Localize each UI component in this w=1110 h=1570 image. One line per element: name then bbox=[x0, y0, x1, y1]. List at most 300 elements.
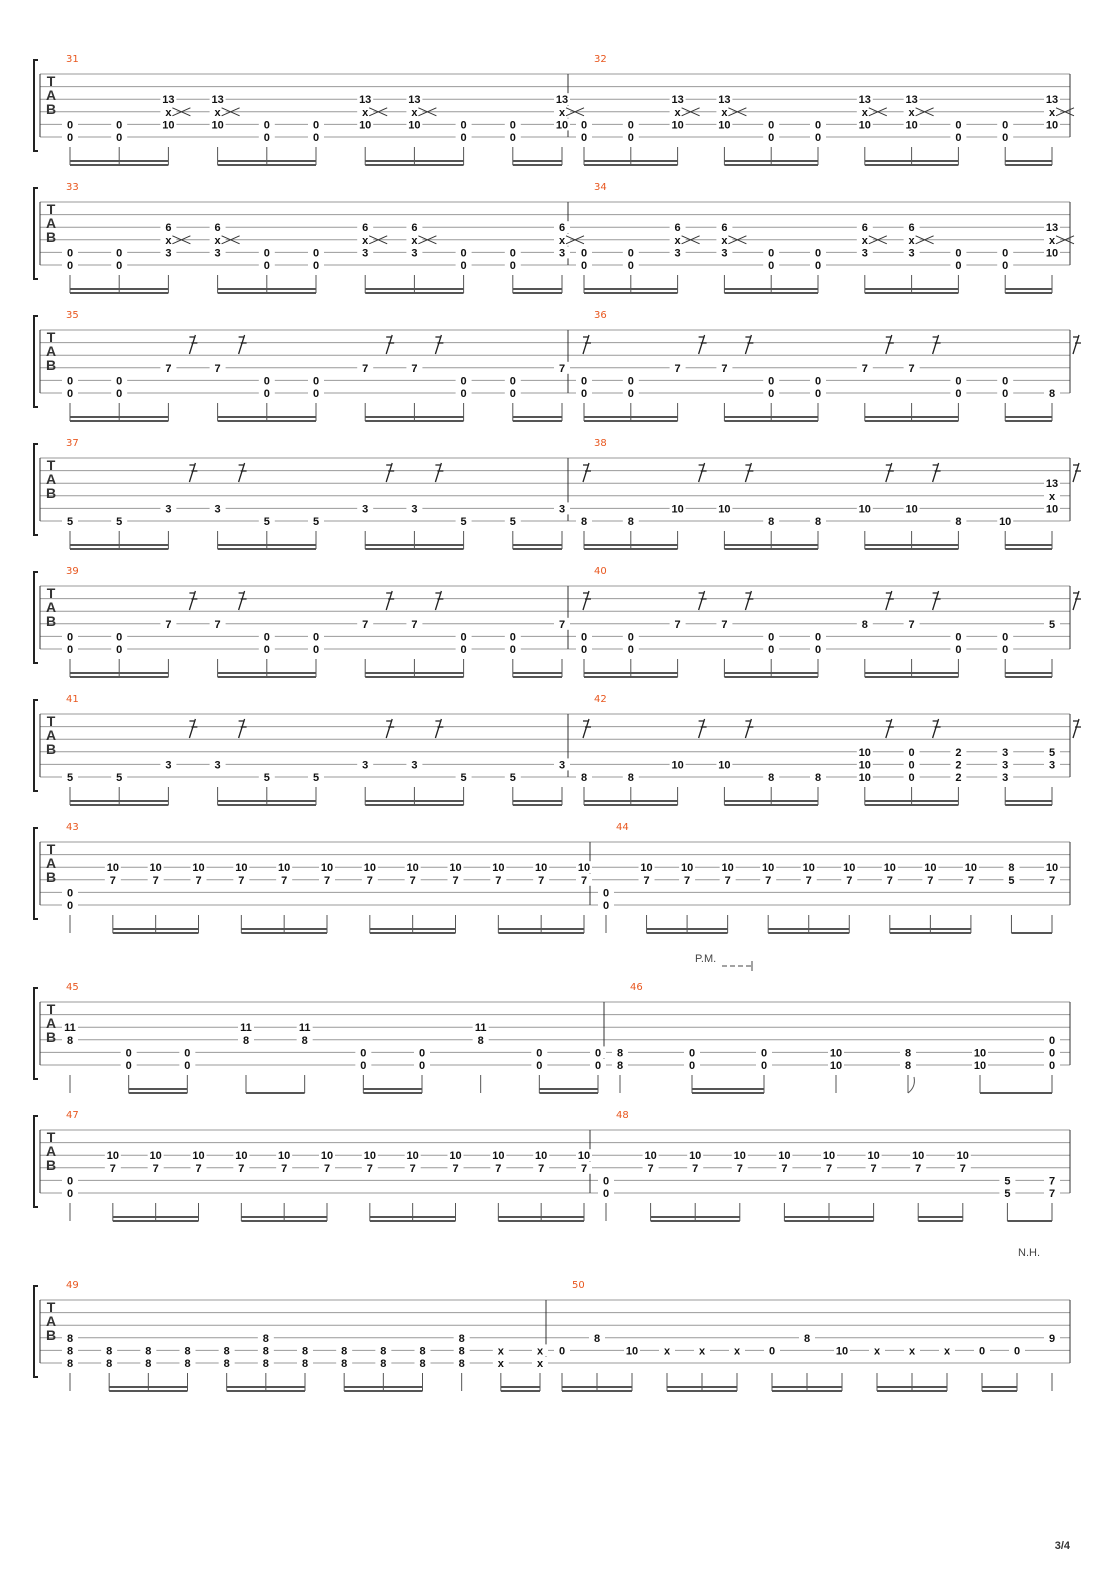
fret-number: 6 bbox=[861, 222, 868, 235]
fret-number: 10 bbox=[718, 119, 731, 132]
fret-number: 0 bbox=[418, 1060, 426, 1072]
fret-number: 10 bbox=[278, 862, 291, 875]
fret-number: 0 bbox=[627, 132, 634, 144]
fret-number: 13 bbox=[359, 94, 372, 107]
tab-clef-letter: A bbox=[45, 471, 57, 487]
fret-number: 0 bbox=[263, 375, 270, 388]
fret-number: 10 bbox=[802, 862, 815, 875]
fret-number: 8 bbox=[66, 1358, 74, 1370]
fret-number: 0 bbox=[460, 388, 467, 400]
fret-number: 0 bbox=[768, 631, 775, 644]
fret-number: 10 bbox=[192, 862, 205, 875]
system-bracket bbox=[34, 828, 38, 919]
fret-number: 0 bbox=[908, 746, 915, 759]
fret-number: 10 bbox=[406, 1150, 419, 1163]
fret-number: 0 bbox=[460, 132, 467, 144]
fret-number: 7 bbox=[195, 874, 202, 887]
tab-clef-letter: T bbox=[46, 713, 56, 729]
fret-number: 7 bbox=[165, 618, 172, 631]
fret-number: 10 bbox=[1045, 247, 1059, 260]
fret-number: x bbox=[861, 106, 868, 119]
fret-number: 0 bbox=[460, 260, 467, 272]
rest-symbol bbox=[745, 463, 753, 482]
fret-number: 7 bbox=[238, 1162, 245, 1175]
fret-number: 7 bbox=[495, 1162, 502, 1175]
fret-number: 10 bbox=[577, 1150, 591, 1163]
fret-number: 7 bbox=[959, 1162, 966, 1175]
fret-number: 7 bbox=[927, 874, 934, 887]
fret-number: 7 bbox=[908, 362, 915, 375]
fret-number: 0 bbox=[312, 132, 320, 144]
fret-number: 0 bbox=[580, 644, 588, 656]
fret-number: x bbox=[214, 234, 221, 247]
fret-number: 0 bbox=[602, 1188, 610, 1200]
fret-number: 6 bbox=[908, 222, 915, 235]
fret-number: 10 bbox=[449, 862, 462, 875]
fret-number: 0 bbox=[509, 260, 516, 272]
fret-number: x bbox=[165, 234, 172, 247]
fret-number: 0 bbox=[627, 247, 634, 260]
fret-number: 0 bbox=[66, 119, 74, 132]
fret-number: 10 bbox=[721, 862, 734, 875]
fret-number: 0 bbox=[536, 1060, 543, 1072]
fret-number: 7 bbox=[214, 618, 221, 631]
fret-number: 10 bbox=[883, 862, 896, 875]
fret-number: 8 bbox=[904, 1060, 912, 1072]
fret-number: 5 bbox=[116, 516, 123, 528]
fret-number: 0 bbox=[509, 119, 516, 132]
fret-number: 7 bbox=[643, 874, 650, 887]
fret-number: 7 bbox=[109, 874, 116, 887]
fret-number: 8 bbox=[301, 1034, 308, 1047]
fret-number: 0 bbox=[460, 119, 467, 132]
fret-number: 0 bbox=[263, 260, 270, 272]
fret-number: 0 bbox=[312, 631, 320, 644]
fret-number: 5 bbox=[509, 516, 516, 528]
fret-number: 7 bbox=[152, 1162, 159, 1175]
fret-number: 5 bbox=[263, 516, 270, 528]
fret-number: 7 bbox=[846, 874, 853, 887]
fret-number: 3 bbox=[411, 503, 418, 516]
fret-number: x bbox=[497, 1358, 504, 1370]
tab-clef-letter: T bbox=[46, 457, 56, 473]
fret-number: 0 bbox=[768, 375, 775, 388]
rest-symbol bbox=[1073, 463, 1081, 482]
fret-number: x bbox=[362, 234, 369, 247]
fret-number: 7 bbox=[684, 874, 691, 887]
tab-clef-letter: B bbox=[45, 485, 57, 501]
fret-number: 0 bbox=[125, 1047, 132, 1060]
bar-number: 42 bbox=[594, 694, 607, 705]
fret-number: 3 bbox=[214, 503, 221, 516]
fret-number: x bbox=[908, 106, 915, 119]
fret-number: 8 bbox=[580, 516, 588, 528]
bar-number: 32 bbox=[594, 54, 607, 65]
fret-number: 10 bbox=[320, 1150, 334, 1163]
tab-clef-letter: B bbox=[45, 613, 57, 629]
fret-number: 8 bbox=[184, 1358, 191, 1370]
fret-number: 10 bbox=[492, 1150, 505, 1163]
fret-number: 13 bbox=[1045, 94, 1059, 107]
natural-harmonic-label: N.H. bbox=[1018, 1247, 1040, 1259]
fret-number: 10 bbox=[689, 1150, 702, 1163]
rest-symbol bbox=[239, 591, 247, 610]
fret-number: 10 bbox=[905, 119, 918, 132]
fret-number: 8 bbox=[458, 1345, 465, 1358]
rest-symbol bbox=[699, 591, 707, 610]
fret-number: 8 bbox=[593, 1332, 601, 1345]
fret-number: 0 bbox=[1002, 247, 1009, 260]
fret-number: 10 bbox=[535, 1150, 548, 1163]
fret-number: 0 bbox=[580, 119, 588, 132]
fret-number: 3 bbox=[214, 759, 221, 772]
fret-number: 6 bbox=[165, 222, 172, 235]
fret-number: 0 bbox=[602, 1175, 610, 1188]
fret-number: 3 bbox=[1002, 772, 1009, 784]
fret-number: 7 bbox=[861, 362, 868, 375]
bar-number: 35 bbox=[66, 310, 79, 321]
fret-number: 13 bbox=[1045, 222, 1059, 235]
fret-number: 5 bbox=[312, 772, 320, 784]
fret-number: 10 bbox=[644, 1150, 657, 1163]
fret-number: 7 bbox=[825, 1162, 833, 1175]
fret-number: 7 bbox=[366, 1162, 373, 1175]
rest-symbol bbox=[933, 591, 941, 610]
rest-symbol bbox=[189, 591, 197, 610]
fret-number: 10 bbox=[973, 1047, 987, 1060]
fret-number: 0 bbox=[594, 1047, 602, 1060]
fret-number: 8 bbox=[768, 516, 775, 528]
fret-number: 7 bbox=[366, 874, 373, 887]
fret-number: x bbox=[733, 1345, 741, 1358]
rest-symbol bbox=[583, 463, 591, 482]
fret-number: 8 bbox=[955, 516, 962, 528]
rest-symbol bbox=[386, 591, 394, 610]
fret-number: 7 bbox=[323, 1162, 331, 1175]
fret-number: 0 bbox=[768, 388, 775, 400]
fret-number: x bbox=[663, 1345, 671, 1358]
fret-number: 7 bbox=[967, 874, 974, 887]
tab-clef-letter: T bbox=[46, 1299, 56, 1315]
tab-clef-letter: T bbox=[46, 841, 56, 857]
fret-number: 0 bbox=[66, 388, 74, 400]
system-bracket bbox=[34, 572, 38, 663]
fret-number: 10 bbox=[905, 503, 918, 516]
fret-number: 8 bbox=[106, 1345, 113, 1358]
fret-number: 0 bbox=[66, 247, 74, 260]
fret-number: 7 bbox=[558, 362, 566, 375]
fret-number: 0 bbox=[814, 260, 822, 272]
fret-number: 11 bbox=[298, 1022, 311, 1035]
fret-number: 10 bbox=[359, 119, 372, 132]
bar-number: 41 bbox=[66, 694, 79, 705]
fret-number: 10 bbox=[235, 1150, 248, 1163]
fret-number: 7 bbox=[538, 874, 545, 887]
fret-number: 3 bbox=[165, 503, 172, 516]
fret-number: 0 bbox=[66, 644, 74, 656]
fret-number: 0 bbox=[580, 375, 588, 388]
bar-number: 45 bbox=[66, 982, 79, 993]
fret-number: 7 bbox=[1048, 1188, 1056, 1200]
rest-symbol bbox=[239, 335, 247, 354]
fret-number: x bbox=[698, 1345, 706, 1358]
fret-number: 7 bbox=[886, 874, 893, 887]
rest-symbol bbox=[386, 719, 394, 738]
fret-number: 10 bbox=[1045, 862, 1059, 875]
fret-number: 10 bbox=[829, 1060, 843, 1072]
fret-number: 6 bbox=[362, 222, 369, 235]
fret-number: 0 bbox=[66, 132, 74, 144]
fret-number: 7 bbox=[805, 874, 812, 887]
fret-number: x bbox=[674, 106, 681, 119]
fret-number: 7 bbox=[915, 1162, 922, 1175]
fret-number: 10 bbox=[778, 1150, 791, 1163]
fret-number: 0 bbox=[116, 132, 123, 144]
system-bracket bbox=[34, 1116, 38, 1207]
note-flag bbox=[908, 1077, 914, 1093]
fret-number: 0 bbox=[814, 132, 822, 144]
fret-number: 3 bbox=[362, 759, 369, 772]
fret-number: 3 bbox=[1048, 759, 1056, 772]
fret-number: 0 bbox=[66, 260, 74, 272]
fret-number: 0 bbox=[116, 247, 123, 260]
system-bracket bbox=[34, 316, 38, 407]
fret-number: 10 bbox=[192, 1150, 205, 1163]
fret-number: 3 bbox=[558, 503, 566, 516]
rest-symbol bbox=[1073, 591, 1081, 610]
rest-symbol bbox=[435, 463, 443, 482]
fret-number: x bbox=[674, 234, 681, 247]
bar-number: 43 bbox=[66, 822, 79, 833]
fret-number: 10 bbox=[718, 759, 731, 772]
fret-number: 8 bbox=[223, 1345, 230, 1358]
fret-number: 10 bbox=[718, 503, 731, 516]
fret-number: 10 bbox=[106, 862, 119, 875]
fret-number: 0 bbox=[768, 644, 775, 656]
fret-number: 7 bbox=[724, 874, 731, 887]
fret-number: 8 bbox=[768, 772, 775, 784]
fret-number: 7 bbox=[323, 874, 331, 887]
fret-number: 0 bbox=[768, 260, 775, 272]
fret-number: x bbox=[536, 1358, 544, 1370]
fret-number: 0 bbox=[955, 132, 962, 144]
tab-clef-letter: T bbox=[46, 201, 56, 217]
tab-system bbox=[34, 438, 1081, 549]
fret-number: 8 bbox=[580, 772, 588, 784]
fret-number: 13 bbox=[671, 94, 684, 107]
fret-number: x bbox=[943, 1345, 951, 1358]
fret-number: 0 bbox=[760, 1047, 768, 1060]
fret-number: 7 bbox=[109, 1162, 116, 1175]
fret-number: 8 bbox=[106, 1358, 113, 1370]
fret-number: 0 bbox=[627, 631, 634, 644]
fret-number: 7 bbox=[409, 874, 416, 887]
bar-number: 47 bbox=[66, 1110, 79, 1121]
fret-number: 0 bbox=[768, 247, 775, 260]
tab-clef-letter: A bbox=[45, 343, 57, 359]
fret-number: 8 bbox=[262, 1345, 269, 1358]
fret-number: 8 bbox=[380, 1345, 387, 1358]
fret-number: 5 bbox=[263, 772, 270, 784]
fret-number: 7 bbox=[409, 1162, 416, 1175]
fret-number: x bbox=[721, 106, 728, 119]
fret-number: 7 bbox=[908, 618, 915, 631]
rest-symbol bbox=[189, 463, 197, 482]
fret-number: 5 bbox=[312, 516, 320, 528]
fret-number: 7 bbox=[580, 1162, 588, 1175]
fret-number: 0 bbox=[509, 247, 516, 260]
tab-clef-letter: T bbox=[46, 585, 56, 601]
fret-number: 7 bbox=[281, 1162, 288, 1175]
fret-number: 0 bbox=[312, 247, 320, 260]
fret-number: 8 bbox=[419, 1345, 426, 1358]
fret-number: 0 bbox=[263, 119, 270, 132]
fret-number: 7 bbox=[781, 1162, 788, 1175]
rest-symbol bbox=[933, 335, 941, 354]
rest-symbol bbox=[1073, 719, 1081, 738]
fret-number: 3 bbox=[411, 247, 418, 260]
rest-symbol bbox=[239, 463, 247, 482]
fret-number: 3 bbox=[362, 503, 369, 516]
fret-number: 10 bbox=[858, 759, 871, 772]
fret-number: 13 bbox=[718, 94, 731, 107]
bar-number: 39 bbox=[66, 566, 79, 577]
system-bracket bbox=[34, 444, 38, 535]
fret-number: 10 bbox=[867, 1150, 880, 1163]
tab-clef-letter: A bbox=[45, 599, 57, 615]
fret-number: 0 bbox=[768, 1345, 776, 1358]
fret-number: 10 bbox=[449, 1150, 462, 1163]
rest-symbol bbox=[745, 335, 753, 354]
fret-number: 13 bbox=[555, 94, 569, 107]
fret-number: 8 bbox=[341, 1358, 348, 1370]
fret-number: 0 bbox=[263, 132, 270, 144]
fret-number: 2 bbox=[955, 772, 962, 784]
fret-number: 0 bbox=[184, 1060, 191, 1072]
fret-number: 6 bbox=[674, 222, 681, 235]
fret-number: 8 bbox=[803, 1332, 811, 1345]
palm-mute-label: P.M. bbox=[695, 953, 717, 965]
fret-number: 3 bbox=[558, 247, 566, 260]
fret-number: 0 bbox=[312, 375, 320, 388]
fret-number: 0 bbox=[263, 644, 270, 656]
fret-number: 0 bbox=[760, 1060, 768, 1072]
fret-number: 8 bbox=[627, 516, 634, 528]
tab-system bbox=[34, 953, 1070, 1093]
fret-number: 10 bbox=[162, 119, 175, 132]
fret-number: 5 bbox=[116, 772, 123, 784]
fret-number: 10 bbox=[1045, 503, 1059, 516]
fret-number: 3 bbox=[861, 247, 868, 260]
bar-number: 36 bbox=[594, 310, 607, 321]
fret-number: 8 bbox=[145, 1358, 152, 1370]
fret-number: 7 bbox=[281, 874, 288, 887]
fret-number: 13 bbox=[162, 94, 175, 107]
fret-number: 7 bbox=[765, 874, 772, 887]
bar-number: 46 bbox=[630, 982, 643, 993]
fret-number: 7 bbox=[214, 362, 221, 375]
tab-system bbox=[34, 694, 1081, 805]
fret-number: 0 bbox=[580, 247, 588, 260]
rest-symbol bbox=[1073, 335, 1081, 354]
fret-number: 8 bbox=[341, 1345, 348, 1358]
fret-number: 0 bbox=[594, 1060, 602, 1072]
fret-number: 7 bbox=[411, 618, 418, 631]
fret-number: 0 bbox=[312, 388, 320, 400]
fret-number: 8 bbox=[66, 1034, 74, 1047]
fret-number: 0 bbox=[312, 119, 320, 132]
bar-number: 38 bbox=[594, 438, 607, 449]
fret-number: 0 bbox=[66, 375, 74, 388]
fret-number: 0 bbox=[955, 631, 962, 644]
fret-number: 8 bbox=[145, 1345, 152, 1358]
fret-number: 0 bbox=[955, 260, 962, 272]
fret-number: x bbox=[362, 106, 369, 119]
fret-number: 3 bbox=[165, 759, 172, 772]
fret-number: 0 bbox=[509, 375, 516, 388]
fret-number: 0 bbox=[955, 388, 962, 400]
fret-number: 7 bbox=[1048, 874, 1056, 887]
tab-clef-letter: T bbox=[46, 329, 56, 345]
fret-number: 0 bbox=[627, 388, 634, 400]
fret-number: 0 bbox=[263, 631, 270, 644]
fret-number: 6 bbox=[721, 222, 728, 235]
fret-number: 10 bbox=[680, 862, 694, 875]
fret-number: 3 bbox=[214, 247, 221, 260]
fret-number: 8 bbox=[458, 1332, 465, 1345]
rest-symbol bbox=[933, 719, 941, 738]
fret-number: 0 bbox=[814, 375, 822, 388]
rest-symbol bbox=[699, 719, 707, 738]
fret-number: 2 bbox=[955, 746, 962, 759]
tab-clef-letter: A bbox=[45, 1143, 57, 1159]
fret-number: 7 bbox=[165, 362, 172, 375]
fret-number: 0 bbox=[66, 631, 74, 644]
fret-number: 8 bbox=[814, 516, 822, 528]
fret-number: 5 bbox=[509, 772, 516, 784]
fret-number: 8 bbox=[616, 1047, 624, 1060]
page-number: 3/4 bbox=[1054, 1540, 1070, 1552]
rest-symbol bbox=[386, 335, 394, 354]
fret-number: 11 bbox=[474, 1022, 487, 1035]
fret-number: 0 bbox=[66, 887, 74, 900]
fret-number: 7 bbox=[411, 362, 418, 375]
rest-symbol bbox=[886, 335, 894, 354]
system-bracket bbox=[34, 700, 38, 791]
fret-number: 10 bbox=[106, 1150, 119, 1163]
fret-number: x bbox=[497, 1345, 504, 1358]
fret-number: 0 bbox=[312, 644, 320, 656]
fret-number: 10 bbox=[1045, 119, 1059, 132]
fret-number: 0 bbox=[558, 1345, 566, 1358]
rest-symbol bbox=[886, 463, 894, 482]
fret-number: 3 bbox=[1002, 759, 1009, 772]
fret-number: 10 bbox=[149, 1150, 162, 1163]
fret-number: 3 bbox=[721, 247, 728, 260]
fret-number: 10 bbox=[555, 119, 569, 132]
rest-symbol bbox=[745, 719, 753, 738]
fret-number: 0 bbox=[627, 644, 634, 656]
fret-number: 11 bbox=[64, 1022, 76, 1035]
fret-number: 0 bbox=[768, 119, 775, 132]
fret-number: 5 bbox=[1004, 1175, 1011, 1188]
fret-number: 10 bbox=[858, 746, 871, 759]
rest-symbol bbox=[239, 719, 247, 738]
tab-clef-letter: B bbox=[45, 101, 57, 117]
fret-number: 0 bbox=[460, 631, 467, 644]
fret-number: 3 bbox=[411, 759, 418, 772]
fret-number: 13 bbox=[905, 94, 918, 107]
